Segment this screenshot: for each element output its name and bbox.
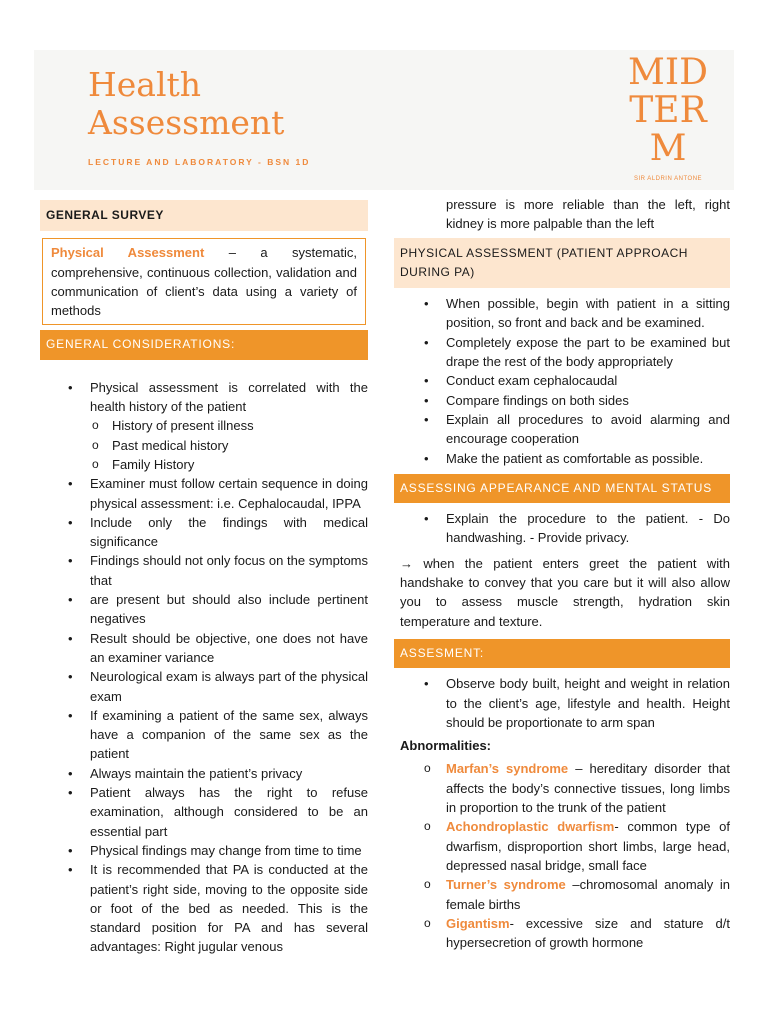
abnormalities-label: Abnormalities: xyxy=(400,738,492,754)
author-name: SIR ALDRIN ANTONE xyxy=(633,176,703,182)
list-item: • Physical assessment is correlated with the health history of the patient o History of present illness o Past medical history o Family History xyxy=(40,378,368,474)
list-item: • Result should be objective, one does not have an examiner variance xyxy=(40,629,368,668)
document-title: Health Assessment xyxy=(88,65,285,142)
definition-box xyxy=(42,238,366,325)
approach-list xyxy=(394,294,730,468)
abnormalities-list xyxy=(394,759,730,952)
sub-list-item: o Family History xyxy=(90,455,368,474)
section-header-general-survey: GENERAL SURVEY xyxy=(40,200,368,231)
list-item: • Make the patient as comfortable as possible. xyxy=(394,449,730,468)
list-item: • It is recommended that PA is conducted at the patient’s right side, moving to the opposite side or foot of the bed as needed. This is the standard position for PA and has several advantages: Right jugular venous xyxy=(40,860,368,956)
list-item: • Findings should not only focus on the symptoms that xyxy=(40,551,368,590)
arrow-paragraph: → when the patient enters greet the patient with handshake to convey that you care but it will also allow you to assess muscle strength, hydration skin temperature and texture. xyxy=(400,555,730,629)
list-item: • Include only the findings with medical significance xyxy=(40,513,368,552)
sub-list-item: o Past medical history xyxy=(90,436,368,455)
left-column xyxy=(40,200,368,957)
list-item: o Achondroplastic dwarfism- common type of dwarfism, disproportion short limbs, large head, depressed nasal bridge, small face xyxy=(394,817,730,875)
list-item: • Patient always has the right to refuse examination, although considered to be an essential part xyxy=(40,783,368,841)
section-header-appearance: ASSESSING APPEARANCE AND MENTAL STATUS xyxy=(394,474,730,503)
appearance-list xyxy=(394,509,730,548)
list-item: o Gigantism- excessive size and stature d/t hypersecretion of growth hormone xyxy=(394,914,730,953)
list-item: • Neurological exam is always part of the physical exam xyxy=(40,667,368,706)
section-header-general-considerations: GENERAL CONSIDERATIONS: xyxy=(40,330,368,359)
considerations-list xyxy=(40,378,368,957)
list-item: • Conduct exam cephalocaudal xyxy=(394,371,730,390)
document-subtitle: LECTURE AND LABORATORY - BSN 1D xyxy=(88,157,311,167)
sub-list-item: o History of present illness xyxy=(90,416,368,435)
list-item: • When possible, begin with patient in a sitting position, so front and back and be examined. xyxy=(394,294,730,333)
list-item: • If examining a patient of the same sex, always have a companion of the same sex as the patient xyxy=(40,706,368,764)
continued-text: pressure is more reliable than the left, right kidney is more palpable than the left xyxy=(446,197,730,232)
definition-text: – a systematic, comprehensive, continuous collection, validation and communication of client’s data using a variety of methods xyxy=(51,245,358,319)
list-item: • are present but should also include pertinent negatives xyxy=(40,590,368,629)
list-item: • Completely expose the part to be examined but drape the rest of the body appropriately xyxy=(394,333,730,372)
list-item: • Physical findings may change from time to time xyxy=(40,841,368,860)
list-item: • Examiner must follow certain sequence in doing physical assessment: i.e. Cephalocaudal, IPPA xyxy=(40,474,368,513)
list-item: • Explain all procedures to avoid alarming and encourage cooperation xyxy=(394,410,730,449)
definition-term: Physical Assessment xyxy=(51,245,205,261)
assesment-list xyxy=(394,674,730,732)
list-item: • Explain the procedure to the patient. - Do handwashing. - Provide privacy. xyxy=(394,509,730,548)
section-header-assesment: ASSESMENT: xyxy=(394,639,730,668)
section-header-patient-approach: PHYSICAL ASSESSMENT (PATIENT APPROACH DURING PA) xyxy=(394,238,730,289)
right-column xyxy=(394,195,730,952)
list-item: o Turner’s syndrome –chromosomal anomaly in female births xyxy=(394,875,730,914)
sub-list xyxy=(90,416,368,474)
list-item: • Always maintain the patient’s privacy xyxy=(40,764,368,783)
list-item: • Observe body built, height and weight in relation to the client’s age, lifestyle and health. Height should be proportionate to arm span xyxy=(394,674,730,732)
list-item: • Compare findings on both sides xyxy=(394,391,730,410)
midterm-badge: MID TER M xyxy=(628,52,708,169)
list-item: o Marfan’s syndrome – hereditary disorder that affects the body’s connective tissues, long limbs in proportion to the trunk of the patient xyxy=(394,759,730,817)
